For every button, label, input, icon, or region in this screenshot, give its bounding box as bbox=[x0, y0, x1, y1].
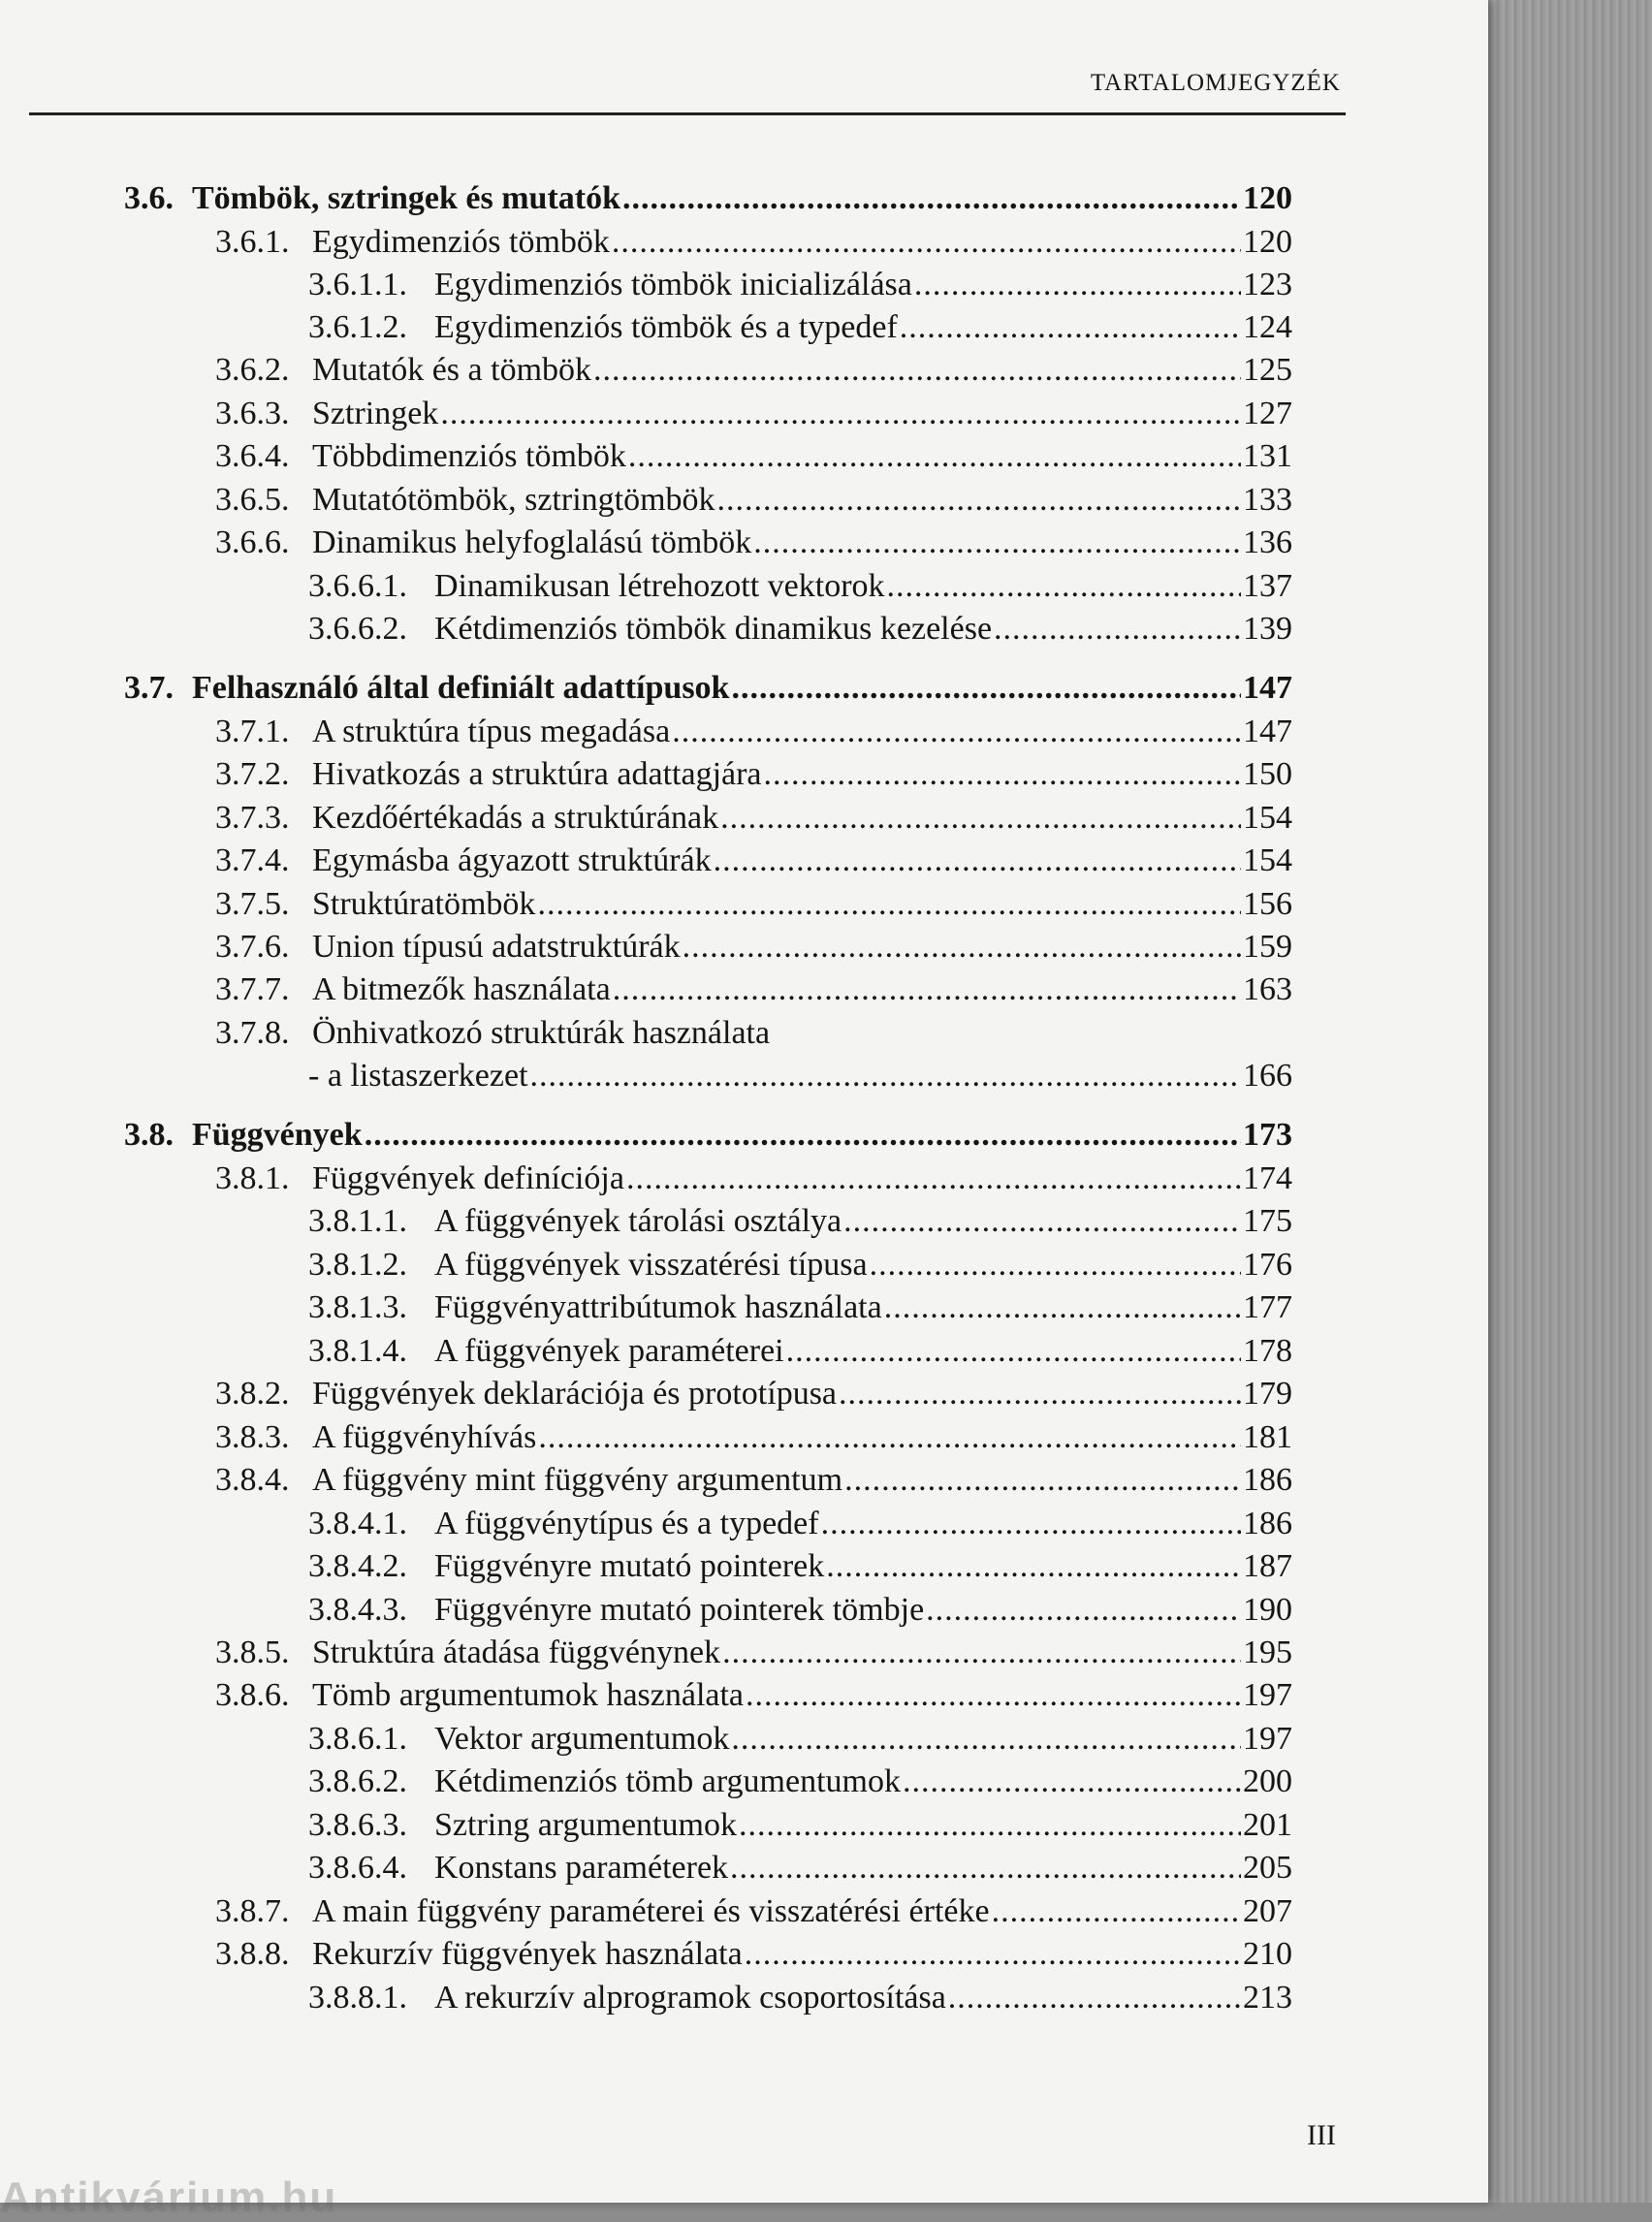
toc-entry-number: 3.6.6.2. bbox=[308, 611, 407, 647]
toc-entry-number: 3.7.1. bbox=[215, 714, 290, 749]
toc-entry-page: 200 bbox=[1243, 1763, 1292, 1799]
toc-entry-number: 3.6.1.1. bbox=[308, 267, 407, 302]
toc-entry-page: 181 bbox=[1243, 1419, 1292, 1455]
toc-entry-title: Mutatók és a tömbök bbox=[312, 352, 592, 388]
toc-entry bbox=[308, 1718, 1292, 1761]
toc-entry-title: A függvények visszatérési típusa bbox=[434, 1247, 868, 1283]
toc-entry-title: A függvények tárolási osztálya bbox=[434, 1203, 842, 1239]
toc-entry-page: 166 bbox=[1243, 1058, 1292, 1094]
dot-leader bbox=[900, 306, 1241, 349]
toc-entry-number: 3.8.8.1. bbox=[308, 1980, 407, 2016]
toc-entry-page: 173 bbox=[1243, 1117, 1292, 1153]
dot-leader bbox=[844, 1459, 1241, 1502]
dot-leader bbox=[440, 393, 1241, 435]
toc-entry-number: 3.8.6. bbox=[215, 1677, 290, 1713]
dot-leader bbox=[683, 926, 1241, 968]
toc-entry-page: 150 bbox=[1243, 756, 1292, 792]
toc-entry-number: 3.8.1.2. bbox=[308, 1247, 407, 1283]
toc-entry bbox=[215, 883, 1292, 926]
toc-entry-page: 197 bbox=[1243, 1677, 1292, 1713]
toc-entry-number: 3.7.2. bbox=[215, 756, 290, 792]
toc-entry-number: 3.8.4.3. bbox=[308, 1592, 407, 1628]
dot-leader bbox=[926, 1589, 1241, 1632]
toc-entry-title: Többdimenziós tömbök bbox=[312, 438, 626, 474]
toc-entry-number: 3.8. bbox=[124, 1117, 174, 1153]
running-header: TARTALOMJEGYZÉK bbox=[1090, 70, 1341, 96]
toc-entry-title: A függvénytípus és a typedef bbox=[434, 1506, 819, 1541]
toc-entry-page: 179 bbox=[1243, 1376, 1292, 1412]
dot-leader bbox=[593, 349, 1241, 392]
toc-entry bbox=[215, 349, 1292, 392]
toc-entry bbox=[215, 926, 1292, 968]
page-number: III bbox=[1307, 2119, 1336, 2151]
toc-entry-page: 133 bbox=[1243, 482, 1292, 518]
toc-entry-title: A függvényhívás bbox=[312, 1419, 537, 1455]
toc-entry-number: 3.6.3. bbox=[215, 396, 290, 431]
dot-leader bbox=[839, 1373, 1241, 1415]
dot-leader bbox=[843, 1200, 1241, 1243]
toc-entry bbox=[308, 565, 1292, 608]
toc-entry-number: 3.8.4.1. bbox=[308, 1506, 407, 1541]
toc-entry bbox=[215, 221, 1292, 264]
dot-leader bbox=[753, 522, 1241, 564]
toc-entry-title: Függvények definíciója bbox=[312, 1160, 624, 1196]
dot-leader bbox=[672, 711, 1241, 753]
toc-entry-number: 3.8.1. bbox=[215, 1160, 290, 1196]
toc-entry-number: 3.8.3. bbox=[215, 1419, 290, 1455]
toc-entry-number: 3.6.6. bbox=[215, 524, 290, 560]
toc-entry-page: 163 bbox=[1243, 971, 1292, 1007]
toc-entry-page: 177 bbox=[1243, 1289, 1292, 1325]
toc-entry-title: Struktúratömbök bbox=[312, 886, 536, 922]
toc-entry-number: 3.8.1.3. bbox=[308, 1289, 407, 1325]
toc-entry-number: 3.7.7. bbox=[215, 971, 290, 1007]
toc-entry bbox=[215, 1416, 1292, 1459]
toc-entry-title: Egydimenziós tömbök bbox=[312, 224, 610, 260]
toc-entry-page: 147 bbox=[1243, 714, 1292, 749]
toc-entry bbox=[215, 840, 1292, 882]
toc-entry bbox=[308, 608, 1292, 651]
toc-entry-title: Tömbök, sztringek és mutatók bbox=[192, 180, 621, 216]
toc-entry-page: 186 bbox=[1243, 1462, 1292, 1498]
toc-entry bbox=[308, 1244, 1292, 1286]
toc-entry-title: Rekurzív függvények használata bbox=[312, 1936, 743, 1972]
toc-entry-page: 123 bbox=[1243, 267, 1292, 302]
dot-leader bbox=[887, 565, 1241, 608]
toc-entry-number: 3.6.2. bbox=[215, 352, 290, 388]
toc-entry bbox=[215, 479, 1292, 522]
toc-entry-number: 3.6.6.1. bbox=[308, 568, 407, 604]
dot-leader bbox=[628, 435, 1241, 478]
dot-leader bbox=[746, 1674, 1241, 1717]
toc-entry-number: 3.8.6.1. bbox=[308, 1721, 407, 1757]
dot-leader bbox=[786, 1330, 1241, 1373]
toc-entry-page: 174 bbox=[1243, 1160, 1292, 1196]
toc-entry-title: Egydimenziós tömbök és a typedef bbox=[434, 309, 898, 345]
toc-entry-title: Egymásba ágyazott struktúrák bbox=[312, 842, 712, 878]
toc-entry-number: 3.7. bbox=[124, 670, 174, 706]
dot-leader bbox=[745, 1933, 1241, 1976]
toc-entry-title: Függvényattribútumok használata bbox=[434, 1289, 882, 1325]
dot-leader bbox=[530, 1055, 1241, 1097]
toc-entry bbox=[215, 711, 1292, 753]
toc-entry-page: 190 bbox=[1243, 1592, 1292, 1628]
toc-entry-title: Tömb argumentumok használata bbox=[312, 1677, 745, 1713]
toc-entry-page: 120 bbox=[1243, 180, 1292, 216]
dot-leader bbox=[903, 1761, 1241, 1803]
toc-entry bbox=[215, 797, 1292, 840]
toc-entry-page: 159 bbox=[1243, 929, 1292, 965]
dot-leader bbox=[884, 1286, 1241, 1329]
toc-entry-title: A main függvény paraméterei és visszatérési értéke bbox=[312, 1893, 990, 1929]
toc-entry-page: 176 bbox=[1243, 1247, 1292, 1283]
toc-entry-page: 210 bbox=[1243, 1936, 1292, 1972]
toc-entry-title: Függvényre mutató pointerek tömbje bbox=[434, 1592, 925, 1628]
toc-entry bbox=[215, 1158, 1292, 1200]
toc-entry bbox=[215, 1373, 1292, 1415]
toc-section-entry bbox=[124, 667, 1292, 710]
toc-entry-number: 3.7.3. bbox=[215, 800, 290, 836]
toc-entry-page: 120 bbox=[1243, 224, 1292, 260]
toc-entry-page: 124 bbox=[1243, 309, 1292, 345]
toc-entry-number: 3.7.4. bbox=[215, 842, 290, 878]
dot-leader bbox=[612, 221, 1241, 264]
dot-leader bbox=[622, 177, 1241, 220]
toc-entry bbox=[215, 435, 1292, 478]
toc-entry-page: 127 bbox=[1243, 396, 1292, 431]
toc-entry-title: Union típusú adatstruktúrák bbox=[312, 929, 681, 965]
toc-entry-title: Felhasználó által definiált adattípusok bbox=[192, 670, 730, 706]
toc-entry-title: Kétdimenziós tömb argumentumok bbox=[434, 1763, 901, 1799]
toc-entry-page: 195 bbox=[1243, 1635, 1292, 1670]
dot-leader bbox=[613, 968, 1241, 1011]
dot-leader bbox=[914, 264, 1241, 306]
dot-leader bbox=[717, 479, 1241, 522]
toc-entry-page: 197 bbox=[1243, 1721, 1292, 1757]
toc-entry-page: 154 bbox=[1243, 842, 1292, 878]
toc-entry-page: 136 bbox=[1243, 524, 1292, 560]
toc-entry-page: 156 bbox=[1243, 886, 1292, 922]
toc-entry bbox=[215, 393, 1292, 435]
toc-entry-title: Kétdimenziós tömbök dinamikus kezelése bbox=[434, 611, 993, 647]
toc-entry-number: 3.8.1.4. bbox=[308, 1333, 407, 1369]
toc-entry-title: Dinamikusan létrehozott vektorok bbox=[434, 568, 885, 604]
toc-entry-page: 154 bbox=[1243, 800, 1292, 836]
toc-entry bbox=[308, 1055, 1292, 1097]
toc-entry-page: 147 bbox=[1243, 670, 1292, 706]
dot-leader bbox=[722, 1632, 1241, 1674]
toc-entry-number: 3.8.2. bbox=[215, 1376, 290, 1412]
toc-entry-title: Függvények deklarációja és prototípusa bbox=[312, 1376, 838, 1412]
toc-entry-number: 3.8.4.2. bbox=[308, 1548, 407, 1584]
toc-entry-page: 178 bbox=[1243, 1333, 1292, 1369]
toc-entry bbox=[308, 1545, 1292, 1588]
toc-entry bbox=[308, 306, 1292, 349]
toc-entry-title: Sztringek bbox=[312, 396, 439, 431]
toc-entry-title: A struktúra típus megadása bbox=[312, 714, 671, 749]
toc-entry-page: 205 bbox=[1243, 1850, 1292, 1886]
dot-leader bbox=[365, 1114, 1241, 1157]
toc-entry bbox=[215, 1459, 1292, 1502]
dot-leader bbox=[992, 1890, 1241, 1933]
toc-entry-title: Konstans paraméterek bbox=[434, 1850, 729, 1886]
toc-entry-title: - a listaszerkezet bbox=[308, 1058, 528, 1094]
toc-entry-number: 3.8.1.1. bbox=[308, 1203, 407, 1239]
toc-entry-title: Hivatkozás a struktúra adattagjára bbox=[312, 756, 762, 792]
toc-entry-title: Dinamikus helyfoglalású tömbök bbox=[312, 524, 752, 560]
toc-entry bbox=[308, 1589, 1292, 1632]
dot-leader bbox=[538, 1416, 1241, 1459]
toc-entry-number: 3.8.4. bbox=[215, 1462, 290, 1498]
toc-entry-number: 3.6.4. bbox=[215, 438, 290, 474]
watermark-text: Antikvárium.hu bbox=[0, 2174, 338, 2221]
toc-entry-number: 3.7.6. bbox=[215, 929, 290, 965]
toc-entry-title: A rekurzív alprogramok csoportosítása bbox=[434, 1980, 946, 2016]
toc-entry bbox=[215, 1674, 1292, 1717]
toc-entry-number: 3.6.1.2. bbox=[308, 309, 407, 345]
toc-entry bbox=[215, 1933, 1292, 1976]
toc-entry-page: 186 bbox=[1243, 1506, 1292, 1541]
dot-leader bbox=[714, 840, 1241, 882]
toc-entry-number: 3.8.8. bbox=[215, 1936, 290, 1972]
toc-entry-page: 175 bbox=[1243, 1203, 1292, 1239]
toc-entry-page: 213 bbox=[1243, 1980, 1292, 2016]
toc-entry-number: 3.6. bbox=[124, 180, 174, 216]
toc-entry-page: 125 bbox=[1243, 352, 1292, 388]
toc-entry-page: 131 bbox=[1243, 438, 1292, 474]
toc-entry-title: A függvény mint függvény argumentum bbox=[312, 1462, 843, 1498]
dot-leader bbox=[994, 608, 1241, 651]
toc-entry-number: 3.8.6.4. bbox=[308, 1850, 407, 1886]
dot-leader bbox=[537, 883, 1241, 926]
toc-entry-title: Függvényre mutató pointerek bbox=[434, 1548, 825, 1584]
toc-entry-number: 3.6.5. bbox=[215, 482, 290, 518]
toc-entry-title: Vektor argumentumok bbox=[434, 1721, 730, 1757]
toc-entry-number: 3.8.7. bbox=[215, 1893, 290, 1929]
toc-entry bbox=[215, 1632, 1292, 1674]
toc-entry bbox=[215, 1012, 770, 1055]
toc-entry bbox=[215, 753, 1292, 796]
toc-entry bbox=[308, 1330, 1292, 1373]
dot-leader bbox=[948, 1977, 1241, 2019]
toc-entry bbox=[308, 1200, 1292, 1243]
dot-leader bbox=[731, 1718, 1241, 1761]
toc-entry-number: 3.8.5. bbox=[215, 1635, 290, 1670]
toc-entry-title: A bitmezők használata bbox=[312, 971, 611, 1007]
toc-entry-title: Függvények bbox=[192, 1117, 363, 1153]
toc-entry bbox=[308, 1847, 1292, 1889]
toc-entry-title: Önhivatkozó struktúrák használata bbox=[312, 1015, 771, 1051]
toc-entry bbox=[308, 1503, 1292, 1545]
toc-section-entry bbox=[124, 177, 1292, 220]
toc-entry-title: A függvények paraméterei bbox=[434, 1333, 784, 1369]
dot-leader bbox=[731, 667, 1241, 710]
toc-entry-title: Struktúra átadása függvénynek bbox=[312, 1635, 721, 1670]
toc-entry-number: 3.7.5. bbox=[215, 886, 290, 922]
toc-entry-number: 3.7.8. bbox=[215, 1015, 290, 1051]
toc-entry-page: 187 bbox=[1243, 1548, 1292, 1584]
toc-entry-title: Egydimenziós tömbök inicializálása bbox=[434, 267, 912, 302]
toc-entry-title: Mutatótömbök, sztringtömbök bbox=[312, 482, 715, 518]
toc-entry-page: 137 bbox=[1243, 568, 1292, 604]
dot-leader bbox=[821, 1503, 1241, 1545]
toc-entry-number: 3.8.6.2. bbox=[308, 1763, 407, 1799]
dot-leader bbox=[739, 1804, 1241, 1847]
toc-entry-title: Sztring argumentumok bbox=[434, 1807, 737, 1843]
dot-leader bbox=[626, 1158, 1241, 1200]
toc-entry-page: 201 bbox=[1243, 1807, 1292, 1843]
toc-entry bbox=[215, 1890, 1292, 1933]
dot-leader bbox=[730, 1847, 1241, 1889]
book-spine-edge bbox=[1483, 0, 1652, 2203]
toc-entry bbox=[308, 264, 1292, 306]
dot-leader bbox=[764, 753, 1241, 796]
toc-entry-page: 139 bbox=[1243, 611, 1292, 647]
toc-entry bbox=[215, 522, 1292, 564]
toc-entry-title: Kezdőértékadás a struktúrának bbox=[312, 800, 719, 836]
toc-entry bbox=[308, 1761, 1292, 1803]
dot-leader bbox=[826, 1545, 1241, 1588]
toc-entry bbox=[215, 968, 1292, 1011]
toc-entry-number: 3.8.6.3. bbox=[308, 1807, 407, 1843]
dot-leader bbox=[720, 797, 1241, 840]
toc-entry-page: 207 bbox=[1243, 1893, 1292, 1929]
toc-section-entry bbox=[124, 1114, 1292, 1157]
toc-entry bbox=[308, 1977, 1292, 2019]
dot-leader bbox=[870, 1244, 1241, 1286]
toc-entry bbox=[308, 1286, 1292, 1329]
toc-entry-number: 3.6.1. bbox=[215, 224, 290, 260]
toc-entry bbox=[308, 1804, 1292, 1847]
